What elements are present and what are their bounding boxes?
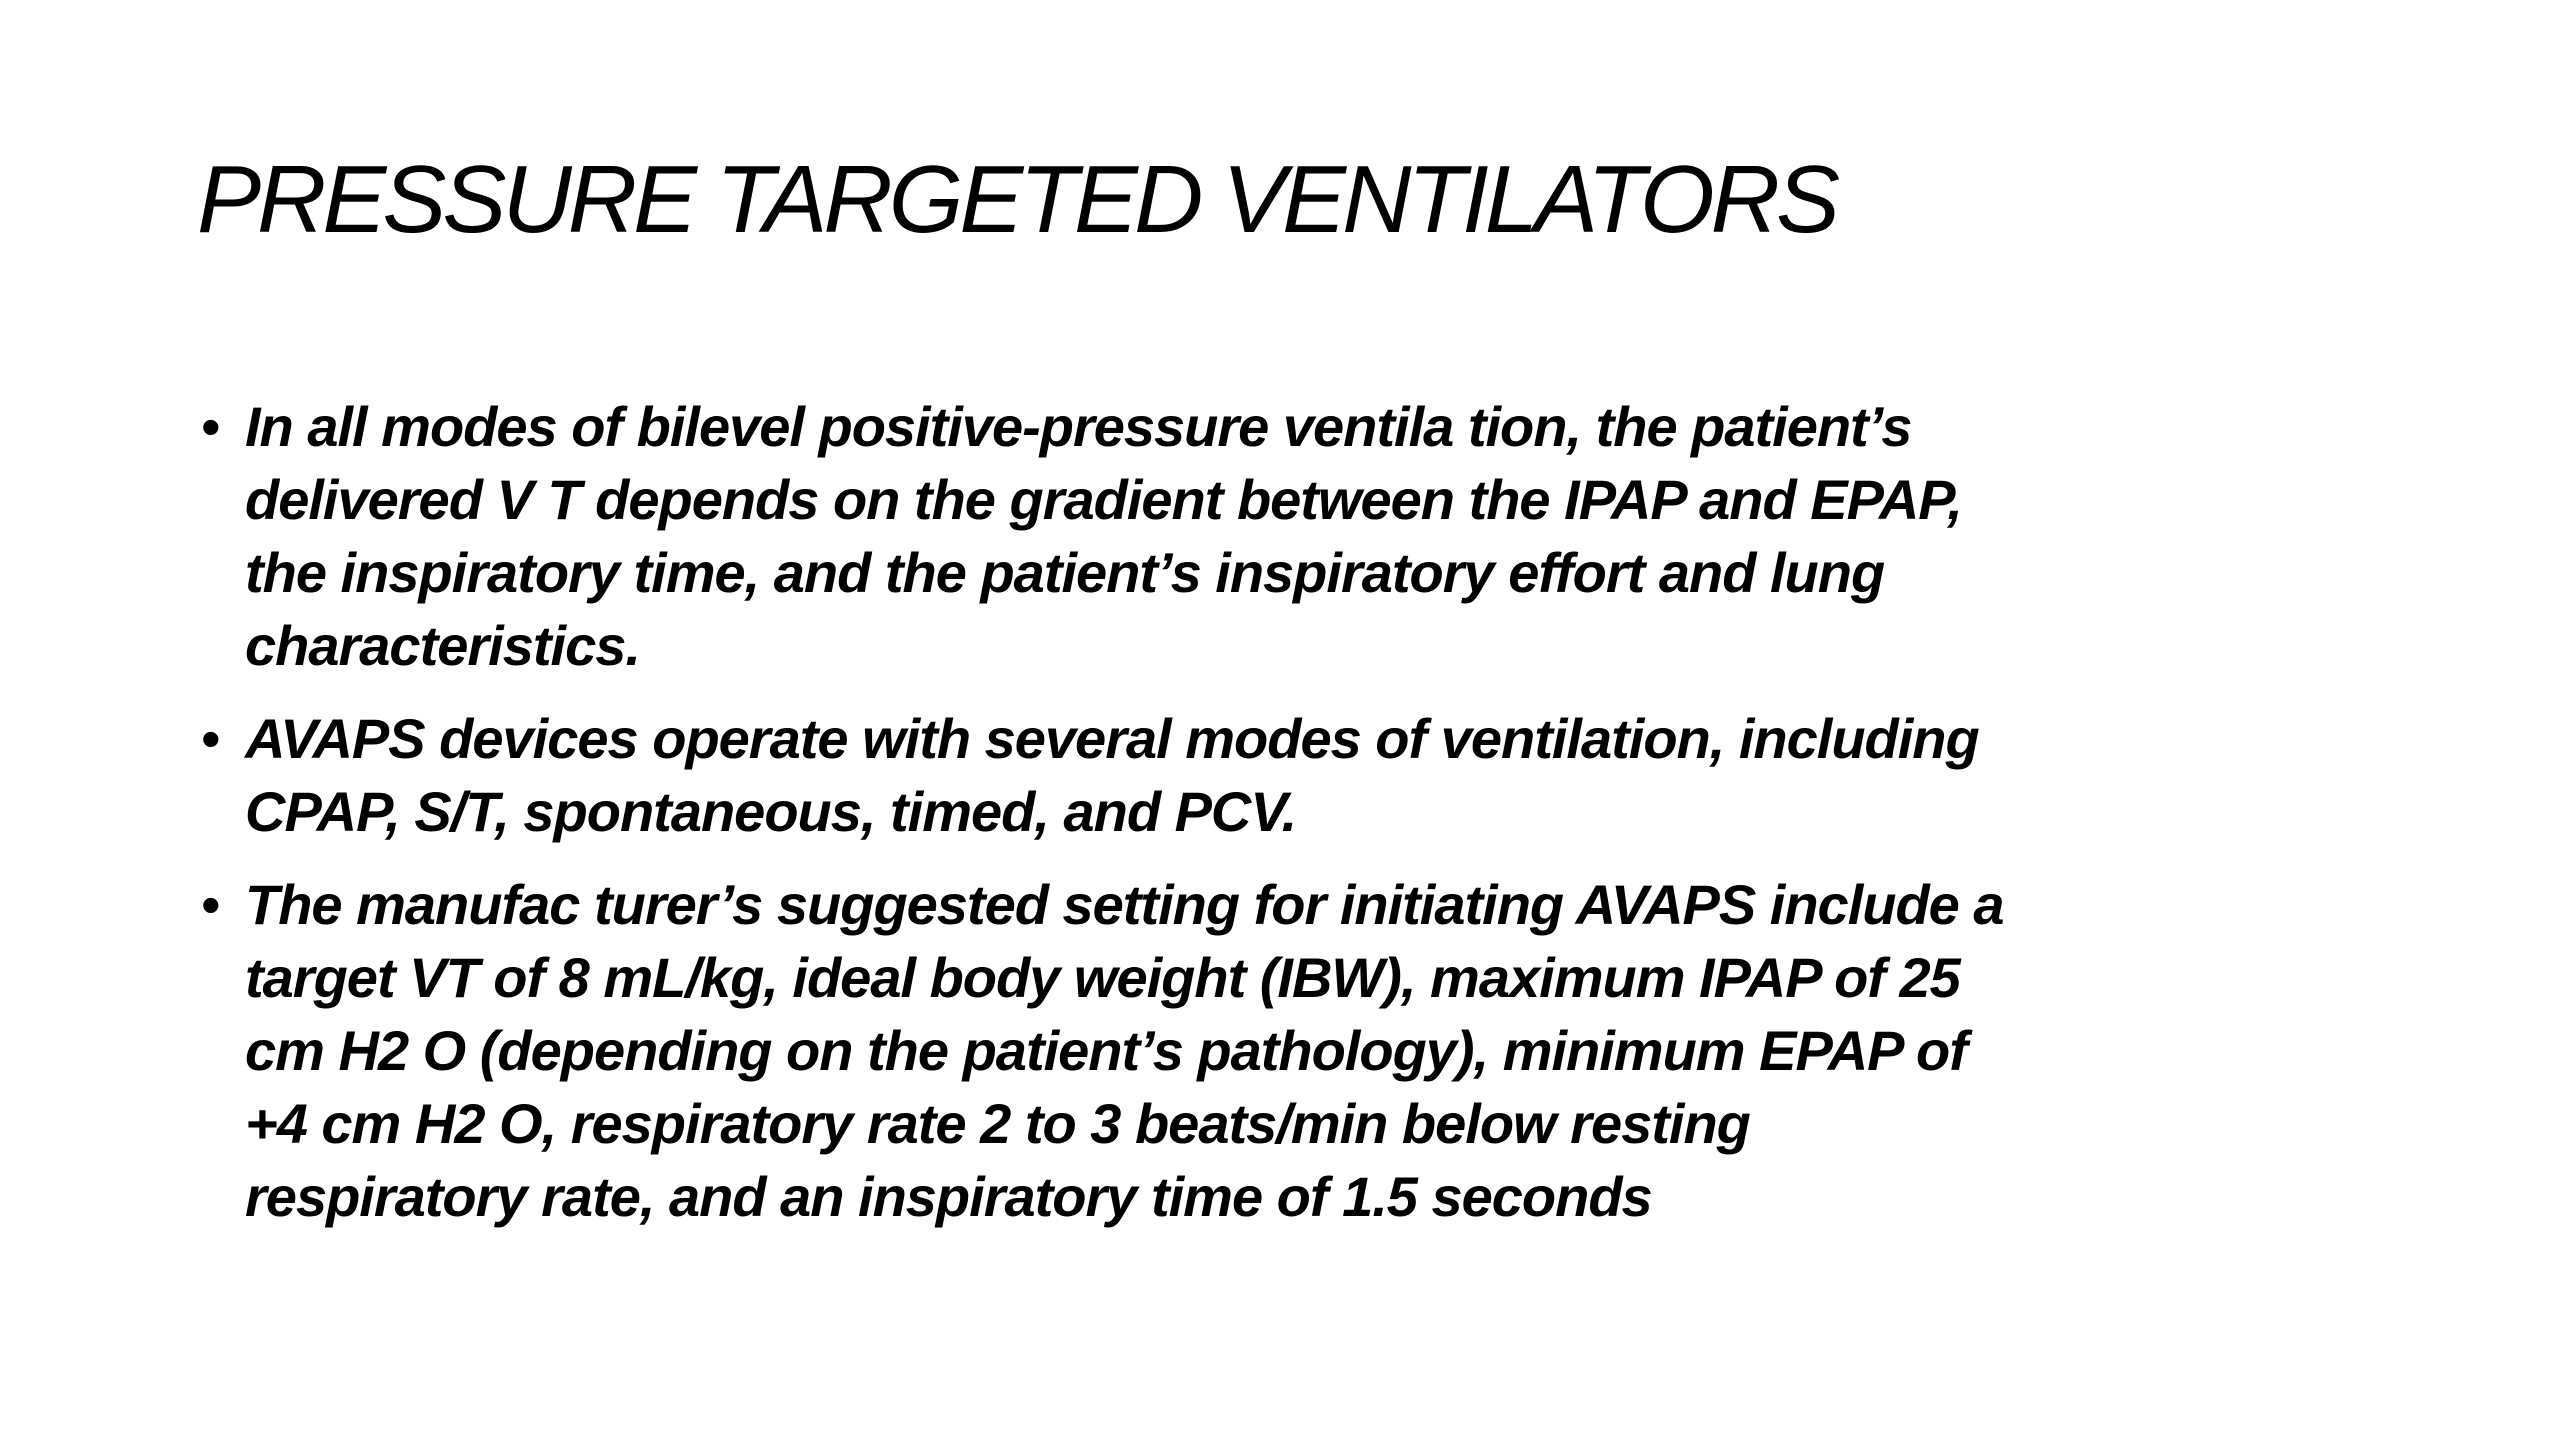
bullet-marker: • [201,395,220,458]
bullet-2-line-2: CPAP, S/T, spontaneous, timed, and PCV. [245,780,1297,843]
bullet-1-line-4: characteristics. [245,614,640,677]
bullet-1-line-2: delivered V T depends on the gradient between the IPAP and EPAP, [245,468,1962,531]
bullet-3-line-4: +4 cm H2 O, respiratory rate 2 to 3 beats/min below resting [245,1092,1750,1155]
bullet-2-line-1: AVAPS devices operate with several modes of ventilation, including [245,707,1979,770]
bullet-item-2 [197,702,2457,848]
bullet-1-line-1: In all modes of bilevel positive-pressure ventila tion, the patient’s [245,395,1912,458]
bullet-3-line-5: respiratory rate, and an inspiratory time of 1.5 seconds [245,1165,1652,1228]
bullet-item-1 [197,390,2457,682]
bullet-marker: • [201,707,220,770]
bullet-1-line-3: the inspiratory time, and the patient’s inspiratory effort and lung [245,541,1885,604]
bullet-3-line-3: cm H2 O (depending on the patient’s pathology), minimum EPAP of [245,1019,1967,1082]
slide-title: PRESSURE TARGETED VENTILATORS [197,146,1836,253]
bullet-3-line-2: target VT of 8 mL/kg, ideal body weight (IBW), maximum IPAP of 25 [245,946,1960,1009]
bullet-list [197,390,2457,1253]
bullet-marker: • [201,873,220,936]
bullet-3-line-1: The manufac turer’s suggested setting for initiating AVAPS include a [245,873,2004,936]
bullet-item-3 [197,868,2457,1233]
